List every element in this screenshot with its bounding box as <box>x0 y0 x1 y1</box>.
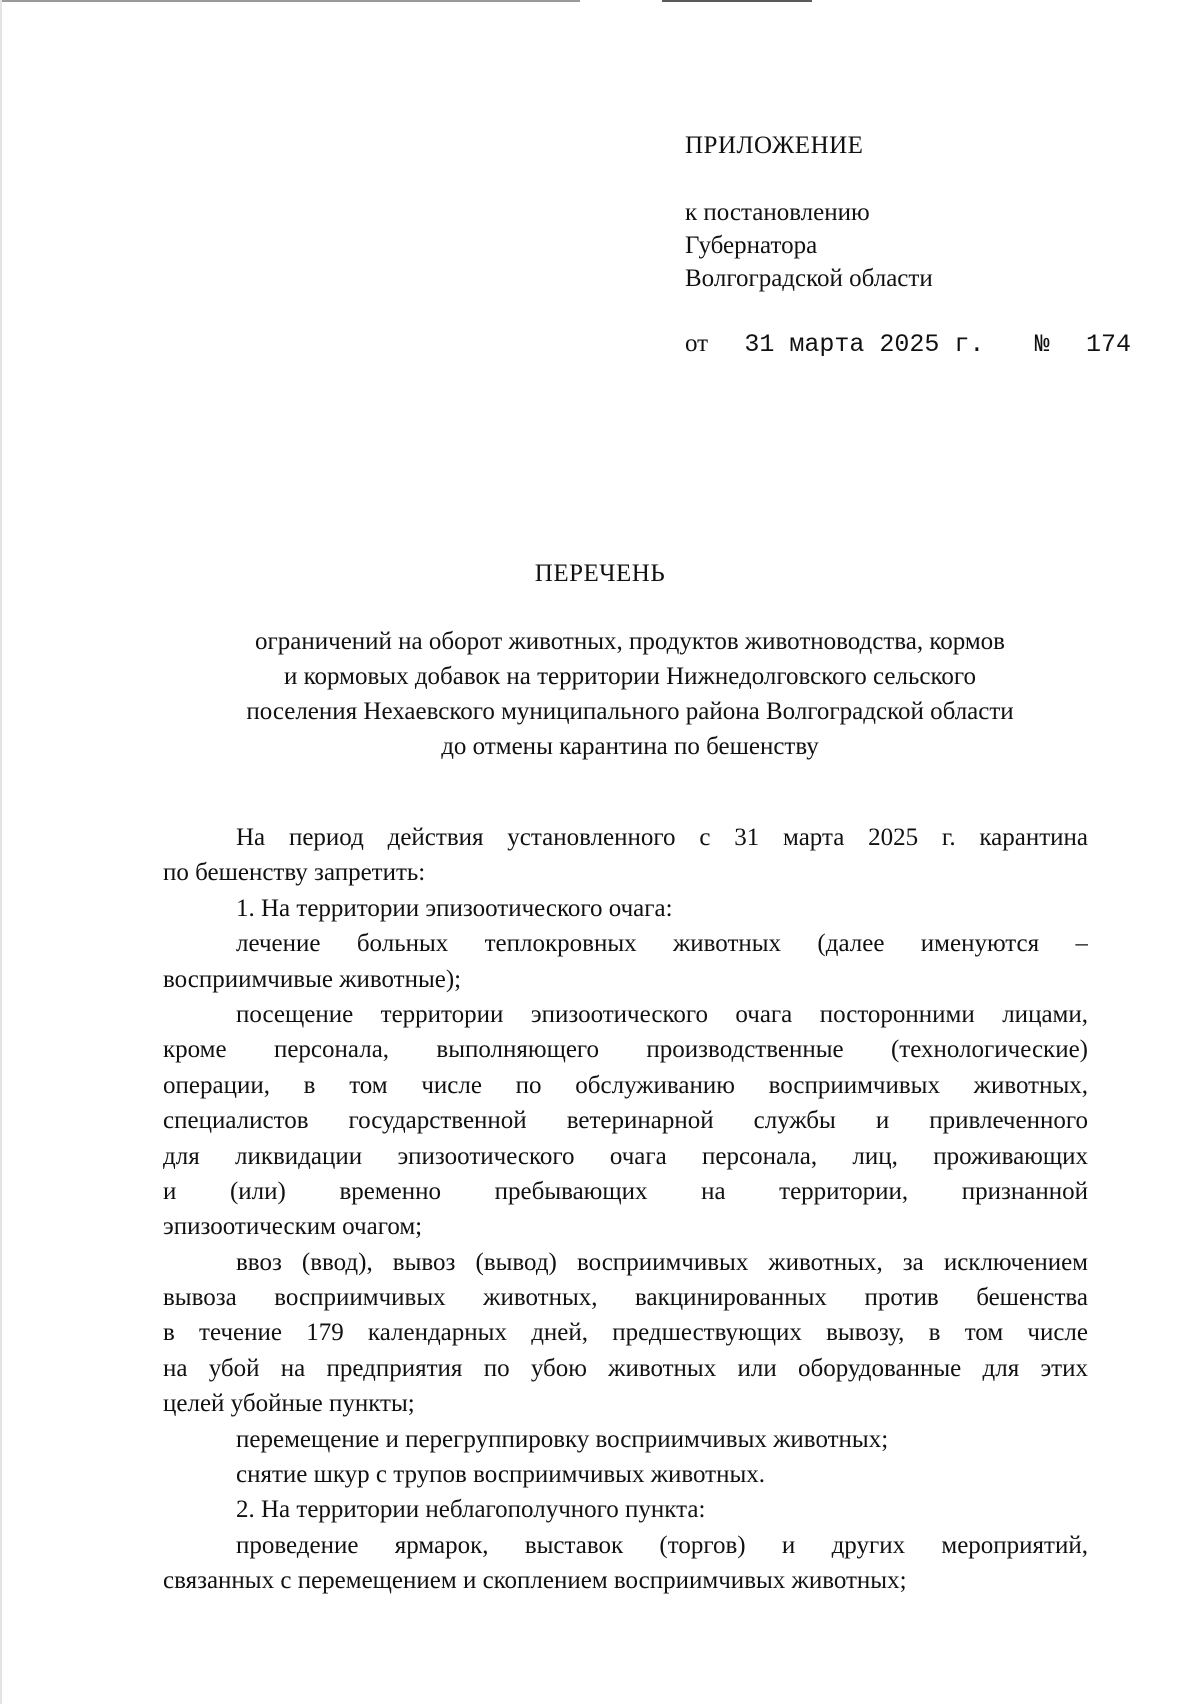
body-line: эпизоотическим очагом; <box>163 1213 423 1241</box>
subtitle-line: поселения Нехаевского муниципального района Волгоградской области <box>246 698 1014 725</box>
number-sign: № <box>1034 330 1050 359</box>
appendix-reference-line: Волгоградской области <box>685 265 933 292</box>
body-line: для ликвидации эпизоотического очага персонала, лиц, проживающих <box>163 1142 1088 1170</box>
body-line: восприимчивые животные); <box>163 965 462 993</box>
document-title: ПЕРЕЧЕНЬ <box>534 560 666 587</box>
body-line: перемещение и перегруппировку восприимчивых животных; <box>236 1425 889 1453</box>
decree-number-value: 174 <box>1085 330 1131 359</box>
body-line: связанных с перемещением и скоплением восприимчивых животных; <box>163 1567 907 1595</box>
scan-artifact-line <box>662 0 812 2</box>
body-line: специалистов государственной ветеринарной службы и привлеченного <box>163 1107 1088 1135</box>
subtitle-line: ограничений на оборот животных, продуктов животноводства, кормов <box>255 628 1005 655</box>
body-line: операции, в том числе по обслуживанию восприимчивых животных, <box>163 1071 1088 1099</box>
body-line: и (или) временно пребывающих на территории, признанной <box>163 1177 1088 1205</box>
date-prefix: от <box>685 330 709 357</box>
body-line: ввоз (ввод), вывоз (вывод) восприимчивых животных, за исключением <box>236 1248 1088 1276</box>
appendix-reference-line: Губернатора <box>685 232 818 259</box>
decree-date-value: 31 марта 2025 г. <box>744 330 985 359</box>
body-line: 1. На территории эпизоотического очага: <box>236 894 673 922</box>
subtitle-line: и кормовых добавок на территории Нижнедолговского сельского <box>284 663 976 690</box>
body-line: снятие шкур с трупов восприимчивых животных. <box>236 1461 766 1489</box>
body-line: 2. На территории неблагополучного пункта: <box>236 1496 706 1524</box>
body-line: на убой на предприятия по убою животных или оборудованные для этих <box>163 1354 1088 1382</box>
document-body <box>163 820 1088 1599</box>
body-line: проведение ярмарок, выставок (торгов) и других мероприятий, <box>236 1531 1088 1559</box>
scan-artifact-line <box>0 0 580 2</box>
body-line: На период действия установленного с 31 марта 2025 г. карантина <box>236 824 1088 851</box>
decree-date <box>714 330 984 359</box>
decree-date-line <box>685 330 1131 359</box>
subtitle-line: до отмены карантина по бешенству <box>441 733 819 760</box>
decree-number <box>1056 330 1131 359</box>
body-line: кроме персонала, выполняющего производственные (технологические) <box>163 1036 1088 1064</box>
document-subtitle <box>160 624 1100 764</box>
body-line: в течение 179 календарных дней, предшествующих вывозу, в том числе <box>163 1319 1088 1347</box>
appendix-reference-line: к постановлению <box>685 199 870 226</box>
body-line: по бешенству запретить: <box>163 859 426 887</box>
appendix-title: ПРИЛОЖЕНИЕ <box>685 132 864 159</box>
body-line: целей убойные пункты; <box>163 1390 415 1418</box>
appendix-reference <box>685 196 933 295</box>
body-line: посещение территории эпизоотического очага посторонними лицами, <box>236 1000 1088 1028</box>
body-line: вывоза восприимчивых животных, вакцинированных против бешенства <box>163 1284 1088 1312</box>
scan-artifact-edge <box>0 0 2 1704</box>
body-line: лечение больных теплокровных животных (далее именуются – <box>236 930 1088 958</box>
